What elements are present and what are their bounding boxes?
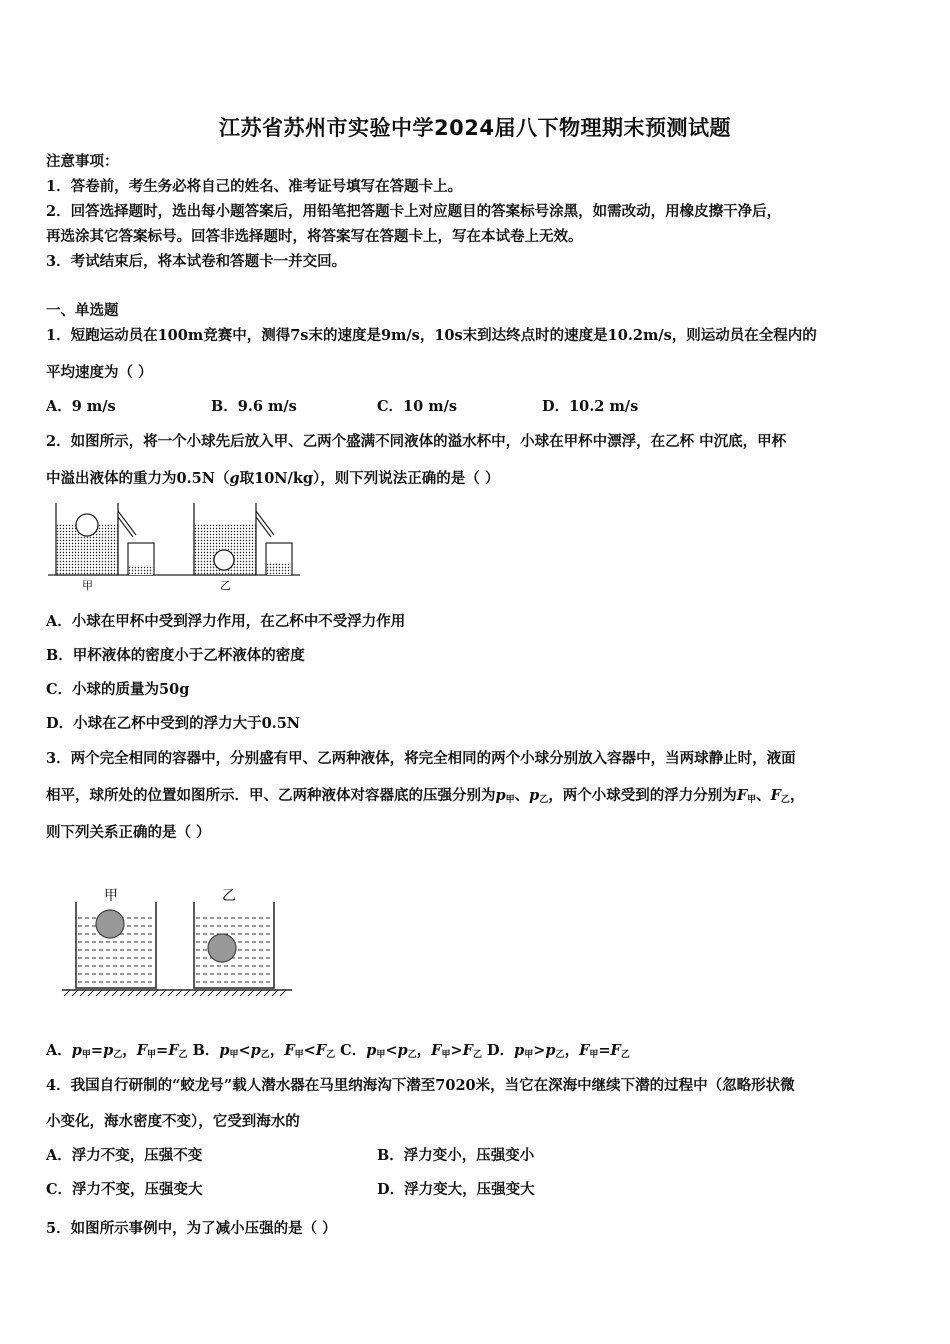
subscript-yi: 乙 [407, 1050, 417, 1060]
q2-g-symbol: g [229, 470, 240, 487]
overflow-cup-a [56, 503, 154, 575]
question-4-text: 小变化，海水密度不变），它受到海水的 [46, 1113, 300, 1130]
notice-item: 再选涂其它答案标号。回答非选择题时，将答案写在答题卡上，写在本试卷上无效。 [46, 228, 583, 245]
overflow-cup-b [194, 503, 292, 575]
figure-label-a: 甲 [104, 888, 118, 904]
subscript-yi: 乙 [326, 1050, 336, 1060]
f-symbol: F [431, 1042, 442, 1059]
q3-option-c-label: C． [340, 1042, 367, 1059]
f-symbol: F [610, 1042, 621, 1059]
f-symbol: F [315, 1042, 327, 1059]
p-symbol: p [529, 787, 540, 804]
f-symbol: F [462, 1042, 473, 1059]
q3-text-part: ，两个小球受到的浮力分别为 [548, 787, 737, 804]
q2-text-part: 取10N/kg），则下列说法正确的是（ ） [239, 470, 500, 487]
f-symbol: F [284, 1042, 295, 1059]
p-symbol: p [514, 1042, 525, 1059]
q2-option-d: D．小球在乙杯中受到的浮力大于0.5N [46, 715, 301, 732]
question-3-text: 3．两个完全相同的容器中，分别盛有甲、乙两种液体，将完全相同的两个小球分别放入容器中，当两球静止时，液面 [46, 750, 796, 767]
overflow-cups-figure [44, 497, 304, 593]
q2-option-a: A．小球在甲杯中受到浮力作用，在乙杯中不受浮力作用 [46, 613, 406, 630]
p-symbol: p [219, 1042, 230, 1059]
q3-option-b-label: B． [192, 1042, 220, 1059]
subscript-yi: 乙 [472, 1050, 482, 1060]
q3-options-row: A．$p_甲=p_乙$，$F_甲=F_乙$ B．$p_甲<p_乙$，$F_甲<F_乙$ C．$p_甲<p_乙$，$F_甲>F_乙$ D．$p_甲>p_乙$，$F_甲=F_乙$ [46, 1042, 630, 1060]
question-3-text: 相平，球所处的位置如图所示．甲、乙两种液体对容器底的压强分别为$p_甲$、$p_乙$，两个小球受到的浮力分别为$F_甲$、$F_乙$， [46, 787, 805, 805]
p-symbol: p [103, 1042, 114, 1059]
figure-label-b: 乙 [222, 888, 236, 904]
q1-option-d: D．10.2 m/s [542, 398, 639, 415]
p-symbol: p [366, 1042, 377, 1059]
subscript-jia: 甲 [81, 1050, 91, 1060]
subscript-jia: 甲 [747, 795, 757, 805]
p-symbol: p [71, 1042, 82, 1059]
question-2-text: 2．如图所示，将一个小球先后放入甲、乙两个盛满不同液体的溢水杯中，小球在甲杯中漂浮，在乙杯 中沉底，甲杯 [46, 433, 787, 450]
section-heading: 一、单选题 [46, 302, 119, 319]
p-symbol: p [495, 787, 506, 804]
q4-option-a: A．浮力不变，压强不变 [46, 1147, 203, 1164]
page-title: 江苏省苏州市实验中学2024届八下物理期末预测试题 [219, 116, 731, 140]
figure-label-a: 甲 [82, 579, 93, 592]
f-symbol: F [770, 787, 781, 804]
question-3-text: 则下列关系正确的是（ ） [46, 824, 211, 841]
subscript-jia: 甲 [524, 1050, 534, 1060]
p-symbol: p [545, 1042, 556, 1059]
p-symbol: p [397, 1042, 408, 1059]
subscript-yi: 乙 [555, 1050, 565, 1060]
subscript-yi: 乙 [260, 1050, 270, 1060]
q1-option-b: B．9.6 m/s [211, 398, 297, 415]
question-1-text: 平均速度为（ ） [46, 364, 153, 381]
subscript-jia: 甲 [147, 1050, 157, 1060]
ball [214, 550, 234, 570]
subscript-yi: 乙 [539, 795, 549, 805]
container-b [194, 902, 274, 988]
container-a [76, 902, 156, 988]
notice-item: 3．考试结束后，将本试卷和答题卡一并交回。 [46, 253, 347, 270]
q3-text-part: 相平，球所处的位置如图所示．甲、乙两种液体对容器底的压强分别为 [46, 787, 496, 804]
two-containers-figure [58, 880, 298, 1000]
q1-option-a: A．9 m/s [46, 398, 116, 415]
subscript-jia: 甲 [376, 1050, 386, 1060]
q2-text-part: 中溢出液体的重力为0.5N（ [46, 470, 230, 487]
ball [96, 910, 124, 938]
q1-option-c: C．10 m/s [377, 398, 458, 415]
f-symbol: F [736, 787, 748, 804]
q3-option-d-label: D． [487, 1042, 515, 1059]
question-4-text: 4．我国自行研制的“蛟龙号”载人潜水器在马里纳海沟下潜至7020米，当它在深海中继续下潜的过程中（忽略形状微 [46, 1077, 795, 1094]
q4-option-c: C．浮力不变，压强变大 [46, 1181, 203, 1198]
ball [76, 514, 98, 536]
subscript-yi: 乙 [178, 1050, 188, 1060]
notice-item: 1．答卷前，考生务必将自己的姓名、准考证号填写在答题卡上。 [46, 178, 463, 195]
p-symbol: p [250, 1042, 261, 1059]
subscript-yi: 乙 [620, 1050, 630, 1060]
q4-option-d: D．浮力变大，压强变大 [377, 1181, 535, 1198]
q2-option-c: C．小球的质量为50g [46, 681, 190, 698]
f-symbol: F [579, 1042, 590, 1059]
ball [208, 934, 236, 962]
subscript-jia: 甲 [294, 1050, 304, 1060]
q4-option-b: B．浮力变小，压强变小 [377, 1147, 535, 1164]
f-symbol: F [168, 1042, 179, 1059]
f-symbol: F [136, 1042, 148, 1059]
q2-option-b: B．甲杯液体的密度小于乙杯液体的密度 [46, 647, 305, 664]
figure-label-b: 乙 [220, 579, 231, 592]
subscript-jia: 甲 [589, 1050, 599, 1060]
subscript-jia: 甲 [505, 795, 515, 805]
question-1-text: 1．短跑运动员在100m竞赛中，测得7s末的速度是9m/s，10s末到达终点时的速度是10.2m/s，则运动员在全程内的 [46, 327, 817, 344]
subscript-jia: 甲 [229, 1050, 239, 1060]
subscript-yi: 乙 [113, 1050, 123, 1060]
notice-heading: 注意事项： [46, 153, 119, 170]
question-5-text: 5．如图所示事例中，为了减小压强的是（ ） [46, 1220, 337, 1237]
subscript-jia: 甲 [441, 1050, 451, 1060]
question-2-text [46, 469, 499, 489]
q3-option-a-label: A． [46, 1042, 72, 1059]
notice-item: 2．回答选择题时，选出每小题答案后，用铅笔把答题卡上对应题目的答案标号涂黑，如需改动，用橡皮擦干净后， [46, 203, 782, 220]
subscript-yi: 乙 [780, 795, 790, 805]
